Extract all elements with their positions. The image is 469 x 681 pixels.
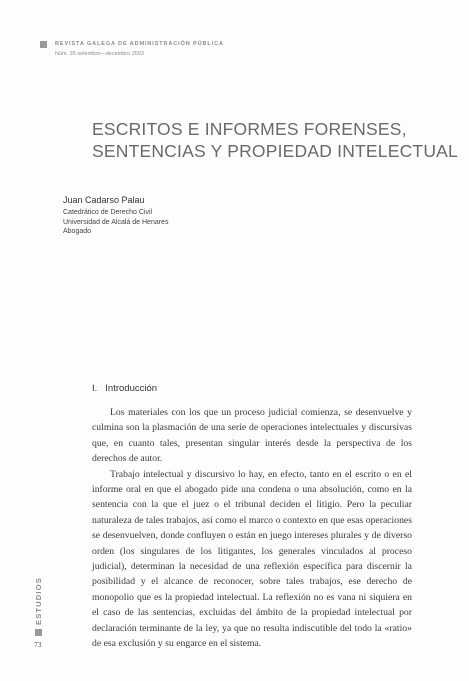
author-name: Juan Cadarso Palau: [63, 195, 145, 205]
title-line-1: ESCRITOS E INFORMES FORENSES,: [92, 119, 407, 139]
journal-header: [40, 39, 224, 59]
journal-name: REVISTA GALEGA DE ADMINISTRACIÓN PÚBLICA: [55, 41, 224, 47]
section-side-label: [34, 575, 43, 635]
side-square-icon: [35, 629, 42, 636]
article-title: [92, 118, 458, 162]
author-affiliation: Catedrático de Derecho Civil: [63, 209, 153, 216]
issue-info: Núm. 35 setembro—decembro 2003: [55, 51, 144, 57]
page-number: 73: [34, 640, 42, 649]
title-line-2: SENTENCIAS Y PROPIEDAD INTELECTUAL: [92, 141, 458, 161]
author-affiliation: Abogado: [63, 228, 92, 235]
author-block: [63, 195, 168, 237]
section-number: I.: [92, 383, 98, 394]
author-affiliation: Universidad de Alcalá de Henares: [63, 218, 169, 226]
section-title: Introducción: [105, 383, 158, 394]
paragraph: Trabajo intelectual y discursivo lo hay, en efecto, tanto en el escrito o en el informe oral en que el abogado pide una condena o una absolución, como en la sentencia con la que el juez o el tribunal deciden el litigio. Pero la peculiar naturaleza de tales trabajos, así como el marco o contexto en que esas operaciones se desenvuelven, donde confluyen o están en juego intereses plurales y de diverso orden (los singulares de los litigantes, los generales vinculados al proceso judicial), determinan la necesidad de una reflexión específica para discernir la posibilidad y el alcance de reconocer, sobre tales trabajos, ese derecho de monopolio que es la propiedad intelectual. La reflexión no es vana ni siquiera en el caso de las sentencias, excluidas del ámbito de la propiedad intelectual por declaración terminante de la ley, ya que no resulta indiscutible del todo la «ratio» de esa exclusión y su engarce en el sistema.: [92, 468, 412, 650]
header-square-icon: [40, 41, 47, 48]
paragraph: Los materiales con los que un proceso judicial comienza, se desenvuelve y culmina son la plasmación de una serie de operaciones intelectuales y discursivas que, en cuanto tales, presentan singular interés desde la perspectiva de los derechos de autor.: [92, 407, 412, 465]
body-text: [92, 405, 412, 652]
section-heading: [92, 383, 157, 394]
side-label-text: ESTUDIOS: [34, 577, 43, 625]
